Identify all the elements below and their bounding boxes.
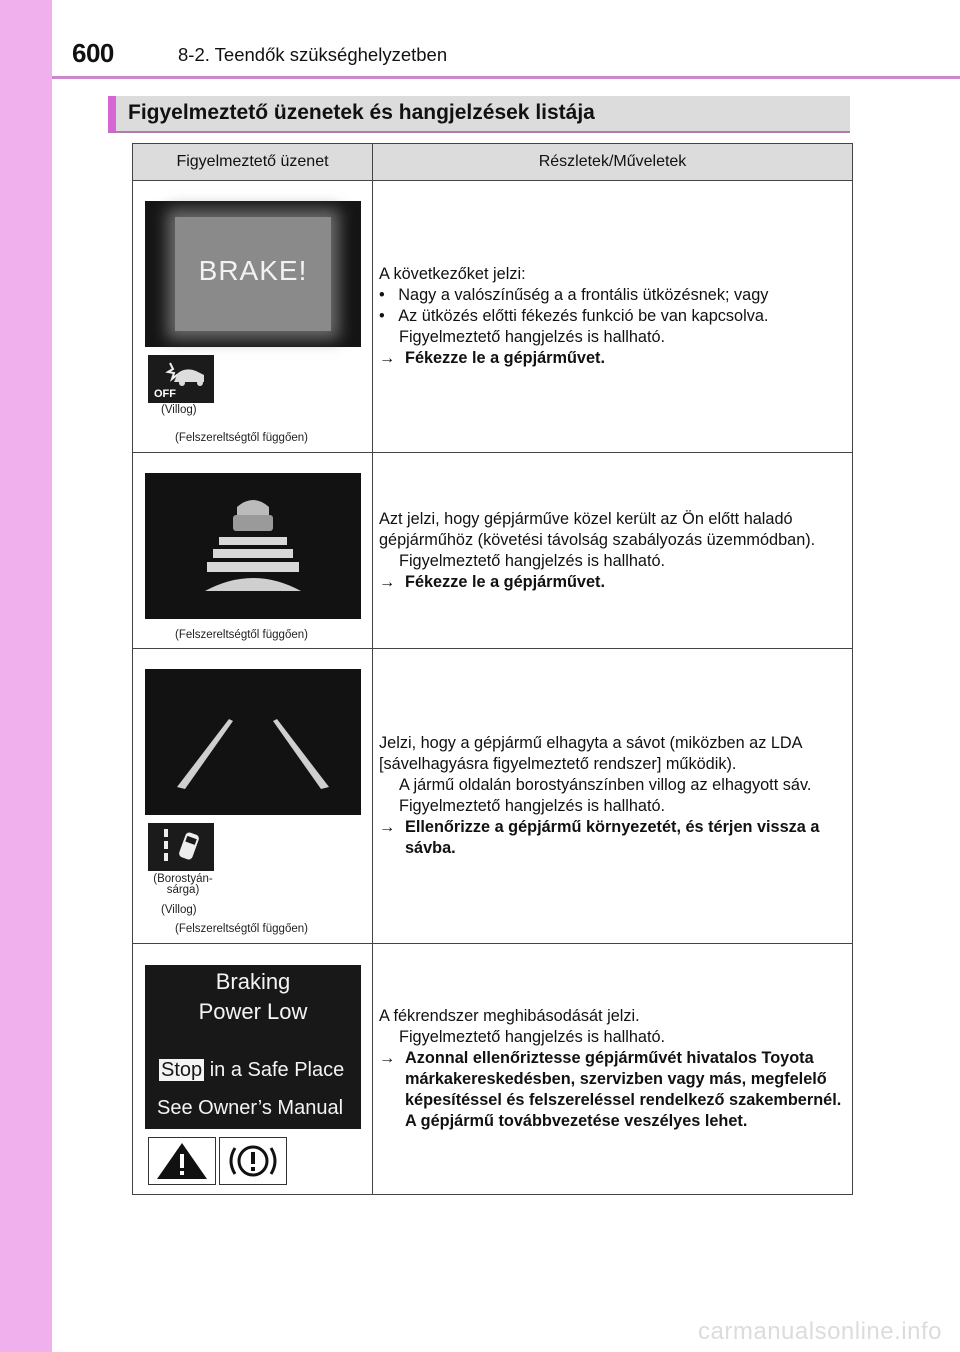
screen-line-braking: Braking — [215, 969, 291, 994]
lane-note: A jármű oldalán borostyánszínben villog az elhagyott sáv. — [399, 776, 812, 794]
lane-departure-screen — [145, 669, 361, 815]
details-cell — [373, 181, 853, 453]
intro-text: A következőket jelzi: — [379, 265, 526, 283]
lda-icon — [148, 823, 214, 871]
bullet-text: Nagy a valószínűség a a frontális ütközésnek; vagy — [398, 286, 769, 304]
action-label: Azonnal ellenőriztesse gépjárművét hivatalos Toyota márkakereskedésben, szervizben vagy más, megfelelő képesítéssel és felszereléssel rendelkező szakembernél. — [405, 1049, 842, 1109]
table-row — [133, 181, 853, 453]
table-row — [133, 453, 853, 649]
table-row — [133, 649, 853, 944]
equipment-caption: (Felszereltségtől függően) — [175, 432, 308, 444]
details-cell — [373, 453, 853, 649]
action-text — [379, 572, 844, 593]
bullet-item: • Az ütközés előtti fékezés funkció be van kapcsolva. — [379, 307, 769, 325]
sound-note: Figyelmeztető hangjelzés is hallható. — [399, 551, 666, 570]
pre-collision-off-icon — [148, 355, 214, 403]
header-rule — [52, 76, 960, 79]
warning-visual-cell — [133, 181, 373, 453]
equipment-caption: (Felszereltségtől függően) — [175, 629, 308, 641]
table-row — [133, 944, 853, 1195]
description-text: A fékrendszer meghibásodását jelzi. — [379, 1007, 640, 1025]
triangle-graphic — [149, 1138, 215, 1184]
arrow-icon: → — [379, 572, 396, 591]
brake-system-graphic — [220, 1138, 286, 1184]
warning-table — [132, 143, 853, 1195]
braking-power-screen — [145, 965, 361, 1129]
blink-caption: (Villog) — [161, 904, 197, 916]
description-text: Jelzi, hogy a gépjármű elhagyta a sávot (miközben az LDA [sávelhagyásra figyelmeztető rendszer] működik). — [379, 734, 802, 773]
header-warning-message: Figyelmeztető üzenet — [133, 144, 373, 181]
section-title: Figyelmeztető üzenetek és hangjelzések listája — [128, 101, 595, 124]
details-cell — [373, 944, 853, 1195]
bullet-item: • Nagy a valószínűség a a frontális ütközésnek; vagy — [379, 286, 769, 304]
action-text — [379, 1048, 844, 1111]
arrow-icon: → — [379, 818, 396, 836]
chapter-title: 8-2. Teendők szükséghelyzetben — [178, 44, 448, 65]
stop-badge: Stop — [161, 1059, 203, 1081]
section-heading — [108, 96, 850, 133]
equipment-caption: (Felszereltségtől függően) — [175, 923, 308, 935]
warning-visual-cell — [133, 944, 373, 1195]
warning-visual-cell — [133, 453, 373, 649]
sound-note: Figyelmeztető hangjelzés is hallható. — [399, 1028, 666, 1046]
blink-caption: (Villog) — [161, 404, 197, 416]
action-label: Fékezze le a gépjárművet. — [405, 349, 605, 367]
sound-note: Figyelmeztető hangjelzés is hallható. — [399, 797, 666, 815]
table-header-row — [133, 144, 853, 181]
screen-line-power-low: Power Low — [198, 999, 308, 1024]
description-text: Azt jelzi, hogy gépjárműve közel került az Ön előtt haladó gépjárműhöz (követési távolság szabályozás üzemmódban). — [379, 509, 816, 549]
header-details-actions: Részletek/Műveletek — [373, 144, 853, 181]
action-label: Fékezze le a gépjárművet. — [405, 572, 605, 591]
off-label: OFF — [154, 388, 176, 400]
following-distance-screen — [145, 473, 361, 619]
action-text — [379, 817, 844, 859]
warning-triangle-icon — [148, 1137, 216, 1185]
arrow-icon: → — [379, 349, 396, 367]
details-cell — [373, 649, 853, 944]
screen-line-stop — [159, 1059, 344, 1082]
lane-lines-graphic — [145, 669, 361, 815]
page-edge-band — [0, 0, 52, 1352]
amber-caption: (Borostyán-sárga) — [153, 873, 213, 896]
brake-screen-text: BRAKE! — [198, 255, 308, 286]
action-text — [379, 348, 844, 369]
danger-note: A gépjármű továbbvezetése veszélyes lehet. — [405, 1112, 748, 1130]
arrow-icon: → — [379, 1049, 396, 1067]
screen-line-manual: See Owner’s Manual — [157, 1097, 344, 1119]
watermark: carmanualsonline.info — [698, 1318, 942, 1345]
bullet-text: Az ütközés előtti fékezés funkció be van kapcsolva. — [398, 307, 769, 325]
action-label: Ellenőrizze a gépjármű környezetét, és térjen vissza a sávba. — [405, 818, 820, 857]
approach-warning-graphic — [145, 473, 361, 619]
brake-system-icon — [219, 1137, 287, 1185]
lane-departure-icon — [148, 823, 214, 871]
warning-visual-cell — [133, 649, 373, 944]
brake-warning-screen — [145, 201, 361, 347]
sound-note: Figyelmeztető hangjelzés is hallható. — [399, 328, 666, 346]
page-number: 600 — [72, 38, 114, 68]
safe-place-text: in a Safe Place — [209, 1059, 345, 1081]
section-accent — [108, 96, 116, 131]
